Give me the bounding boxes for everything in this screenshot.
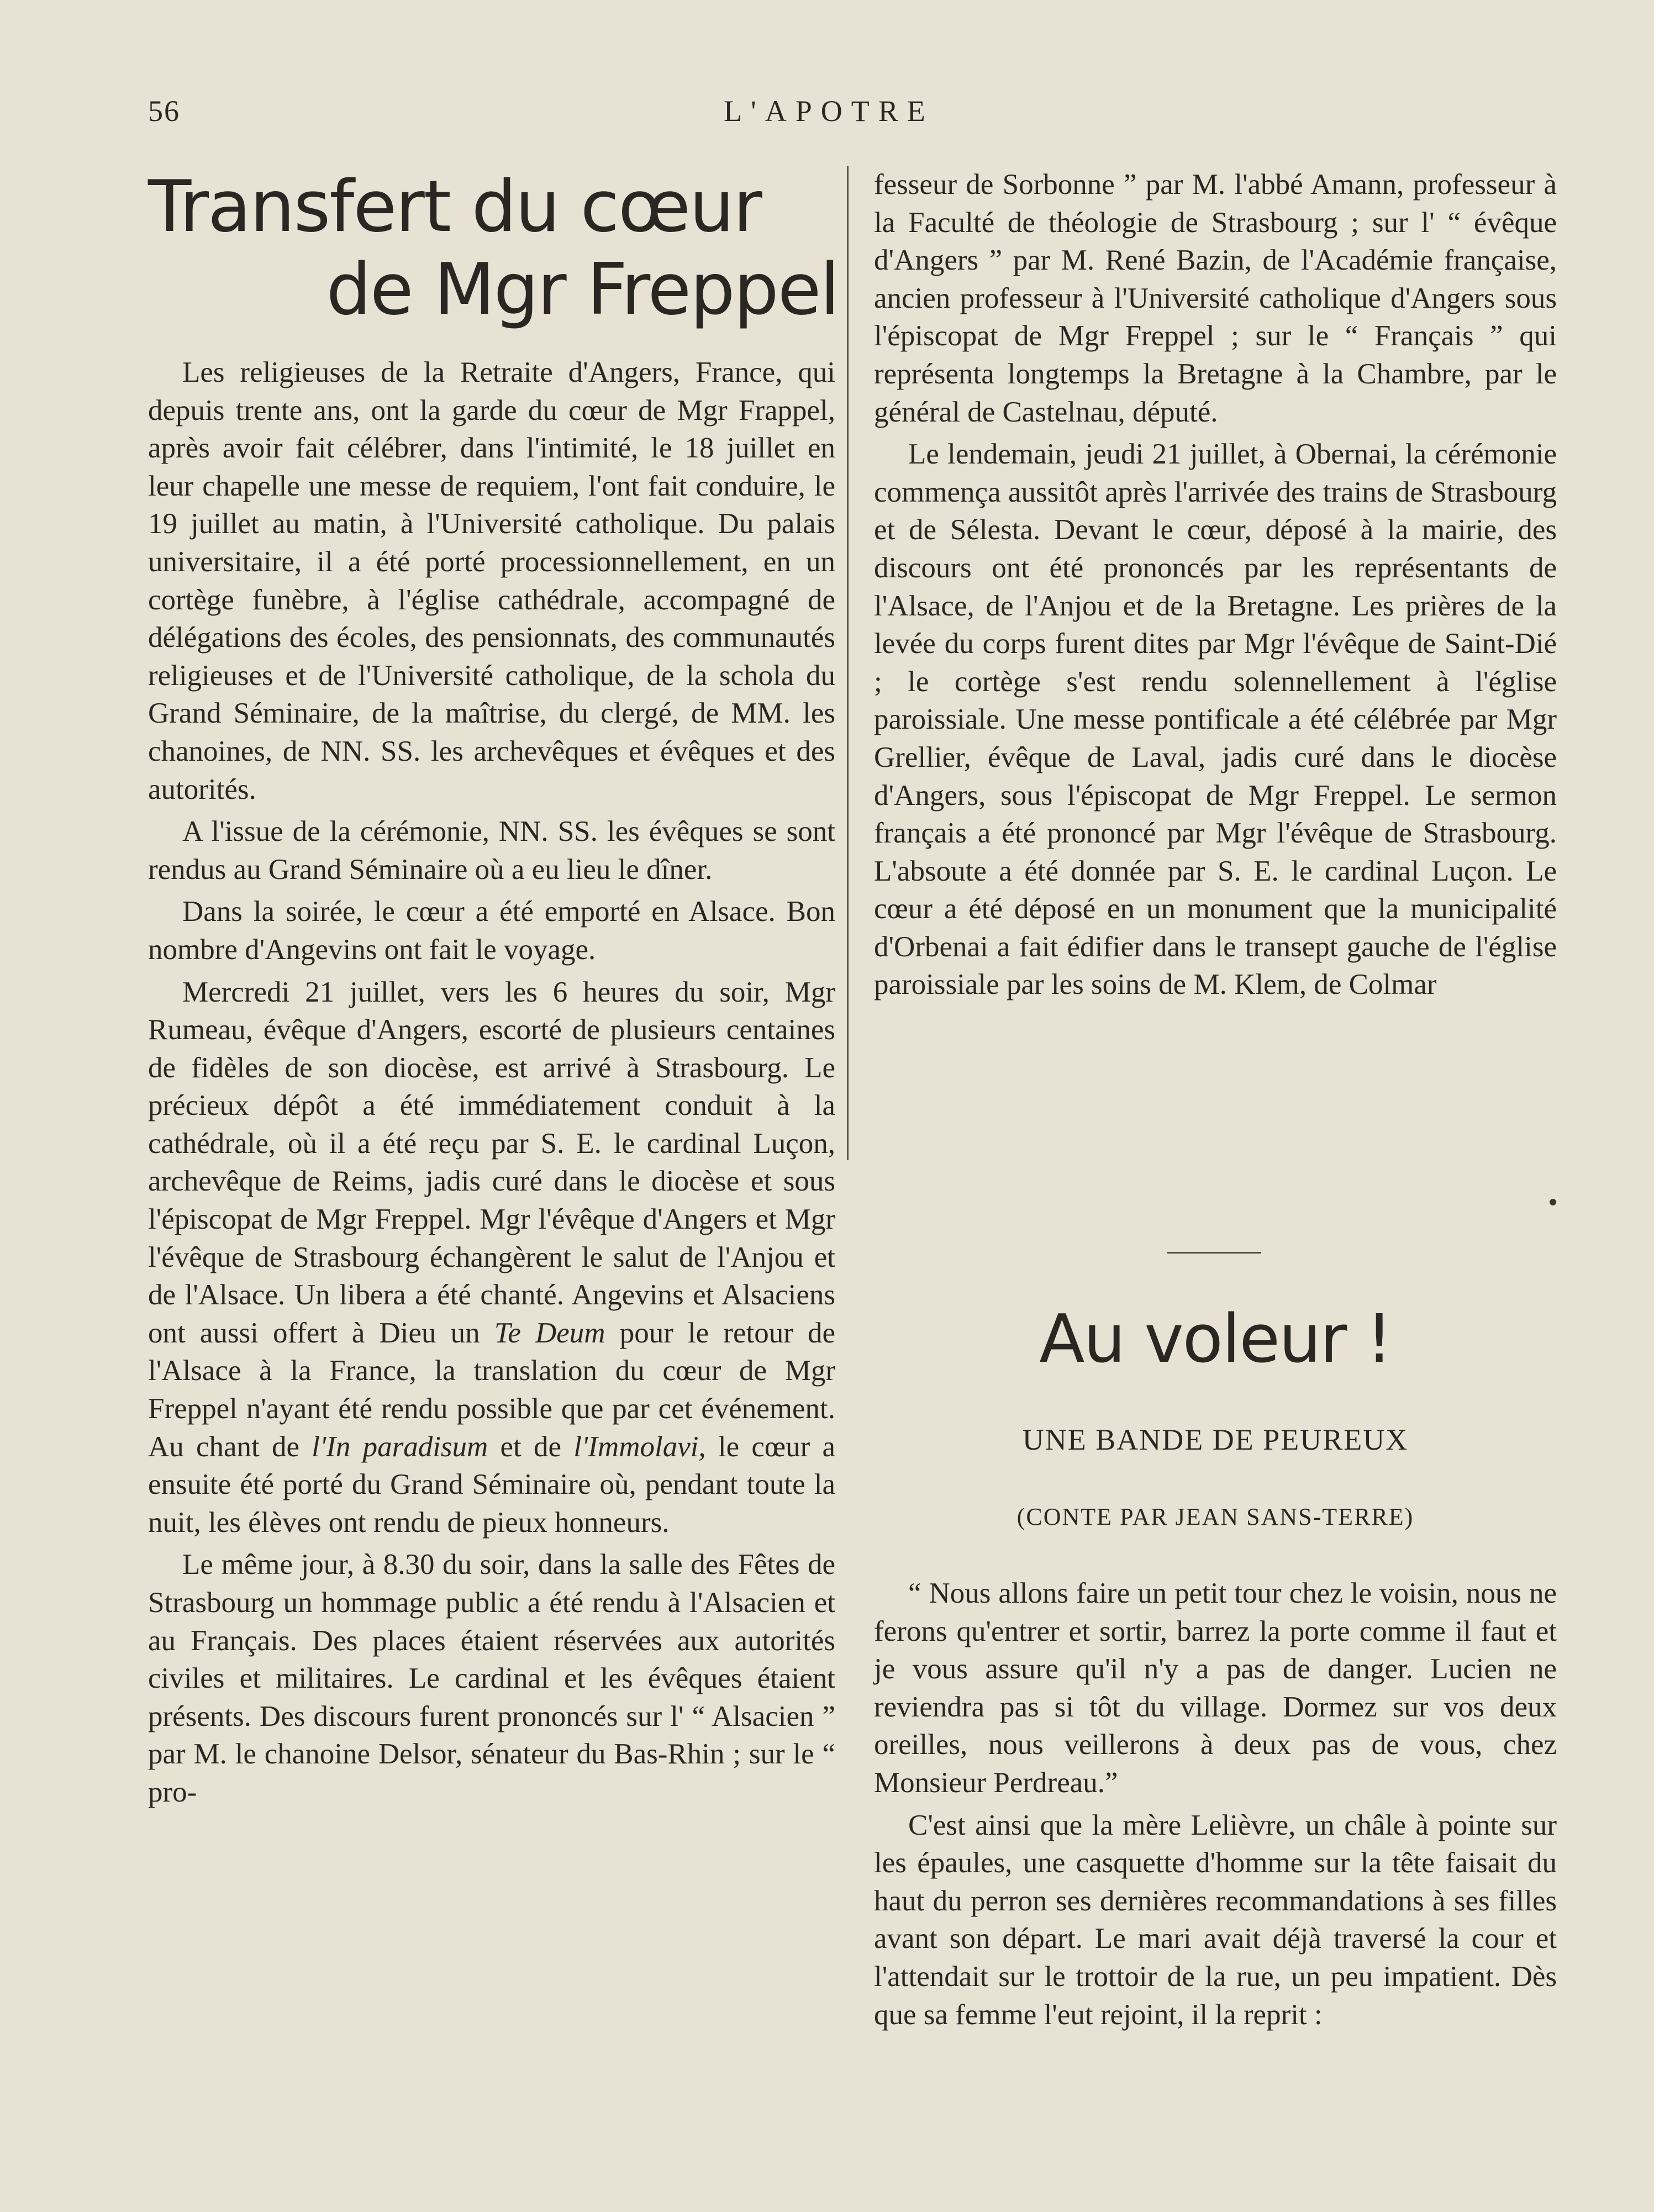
left-column — [148, 354, 835, 1811]
article2-paragraph-1: “ Nous allons faire un petit tour chez le voisin, nous ne ferons qu'entrer et sortir, barrez la porte comme il faut et je vous assure qu'il n'y a pas de danger. Lucien ne reviendra pas si tôt du village. Dormez sur vos deux oreilles, nous veillerons à deux pas de vous, chez Monsieur Perdreau.” — [874, 1577, 1557, 1799]
immolavi-italic: l'Immolavi, — [573, 1430, 706, 1463]
article1-paragraph-6: Le lendemain, jeudi 21 juillet, à Obernai, la cérémonie commença aussitôt après l'arrivée des trains de Strasbourg et de Sélesta. Devant le cœur, déposé à la mairie, des discours ont été prononcés par les représentants de l'Alsace, de l'Anjou et de la Bretagne. Les prières de la levée du corps furent dites par Mgr l'évêque de Saint-Dié ; le cortège s'est rendu solennellement à l'église paroissiale. Une messe pontificale a été célébrée par Mgr Grellier, évêque de Laval, jadis curé dans le diocèse d'Angers, sous l'épiscopat de Mgr Freppel. Le sermon français a été prononcé par Mgr l'évêque de Strasbourg. L'absoute a été donnée par S. E. le cardinal Luçon. Le cœur a été déposé en un monument que la municipalité d'Orbenai a fait édifier dans le transept gauche de l'église paroissiale par les soins de M. Klem, de Colmar — [874, 438, 1557, 1001]
paragraph-4-text-c: et de — [500, 1430, 561, 1463]
article2-title: Au voleur ! — [1039, 1301, 1392, 1378]
article1-paragraph-3: Dans la soirée, le cœur a été emporté en Alsace. Bon nombre d'Angevins ont fait le voyage. — [148, 896, 835, 966]
article1-paragraph-4 — [148, 973, 835, 1542]
section-divider — [1167, 1252, 1261, 1254]
article1-paragraph-5-continued: fesseur de Sorbonne ” par M. l'abbé Amann, professeur à la Faculté de théologie de Strasbourg ; sur l' “ évêque d'Angers ” par M. René Bazin, de l'Académie française, ancien professeur à l'Université catholique d'Angers sous l'épiscopat de Mgr Freppel ; sur le “ Français ” qui représenta longtemps la Bretagne à la Chambre, par le général de Castelnau, député. — [874, 168, 1557, 428]
right-column-top — [874, 166, 1557, 1004]
article2-paragraph-2: C'est ainsi que la mère Lelièvre, un châle à pointe sur les épaules, une casquette d'homme sur la tête faisait du haut du perron ses dernières recommandations à ses filles avant son départ. Le mari avait déjà traversé la cour et l'attendait sur le trottoir de la rue, un peu impatient. Dès que sa femme l'eut rejoint, il la reprit : — [874, 1809, 1557, 2031]
article2-subtitle: UNE BANDE DE PEUREUX — [1022, 1423, 1409, 1456]
te-deum-italic: Te Deum — [494, 1316, 605, 1349]
paragraph-4-text-b: pour le retour de l'Alsace à la France, la translation du cœur de Mgr Freppel n'ayant été rendu possible que par cet événement. Au chant de — [148, 1316, 836, 1463]
running-title: L'APOTRE — [724, 94, 934, 128]
article1-paragraph-1: Les religieuses de la Retraite d'Angers, France, qui depuis trente ans, ont la garde du cœur de Mgr Frappel, après avoir fait célébrer, dans l'intimité, le 18 juillet en leur chapelle une messe de requiem, l'ont fait conduire, le 19 juillet au matin, à l'Université catholique. Du palais universitaire, il a été porté processionnellement, en un cortège funèbre, à l'église cathédrale, accompagné de délégations des écoles, des pensionnats, des communautés religieuses et de l'Université catholique, de la schola du Grand Séminaire, de la maîtrise, du clergé, de MM. les chanoines, de NN. SS. les archevêques et évêques et des autorités. — [148, 356, 835, 805]
article2-byline: (CONTE PAR JEAN SANS-TERRE) — [1016, 1503, 1414, 1530]
article1-title — [148, 166, 839, 331]
paragraph-4-text-d: le cœur a ensuite été porté du Grand Séminaire où, pendant toute la nuit, les élèves ont rendu de pieux honneurs. — [148, 1430, 836, 1539]
article1-paragraph-5: Le même jour, à 8.30 du soir, dans la salle des Fêtes de Strasbourg un hommage public a été rendu à l'Alsacien et au Français. Des places étaient réservées aux autorités civiles et militaires. Le cardinal et les évêques étaient présents. Des discours furent prononcés sur l' “ Alsacien ” par M. le chanoine Delsor, sénateur du Bas-Rhin ; sur le “ pro- — [148, 1549, 835, 1808]
column-rule — [847, 166, 849, 1160]
in-paradisum-italic: l'In paradisum — [312, 1430, 488, 1463]
article1-title-line2: de Mgr Freppel — [326, 249, 839, 331]
page-number: 56 — [148, 94, 180, 128]
page-header — [0, 94, 1654, 138]
stray-mark — [1550, 1199, 1556, 1205]
paragraph-4-text-a: Mercredi 21 juillet, vers les 6 heures du soir, Mgr Rumeau, évêque d'Angers, escorté de plusieurs centaines de fidèles de son diocèse, est arrivé à Strasbourg. Le précieux dépôt a été immédiatement conduit à la cathédrale, où il a été reçu par S. E. le cardinal Luçon, archevêque de Reims, jadis curé dans le diocèse et sous l'épiscopat de Mgr Freppel. Mgr l'évêque d'Angers et Mgr l'évêque de Strasbourg échangèrent le salut de l'Anjou et de l'Alsace. Un libera a été chanté. Angevins et Alsaciens ont aussi offert à Dieu un — [148, 976, 835, 1349]
article1-paragraph-2: A l'issue de la cérémonie, NN. SS. les évêques se sont rendus au Grand Séminaire où a eu lieu le dîner. — [148, 815, 835, 886]
article1-title-line1: Transfert du cœur — [148, 166, 761, 248]
right-column-bottom — [874, 1574, 1557, 2034]
